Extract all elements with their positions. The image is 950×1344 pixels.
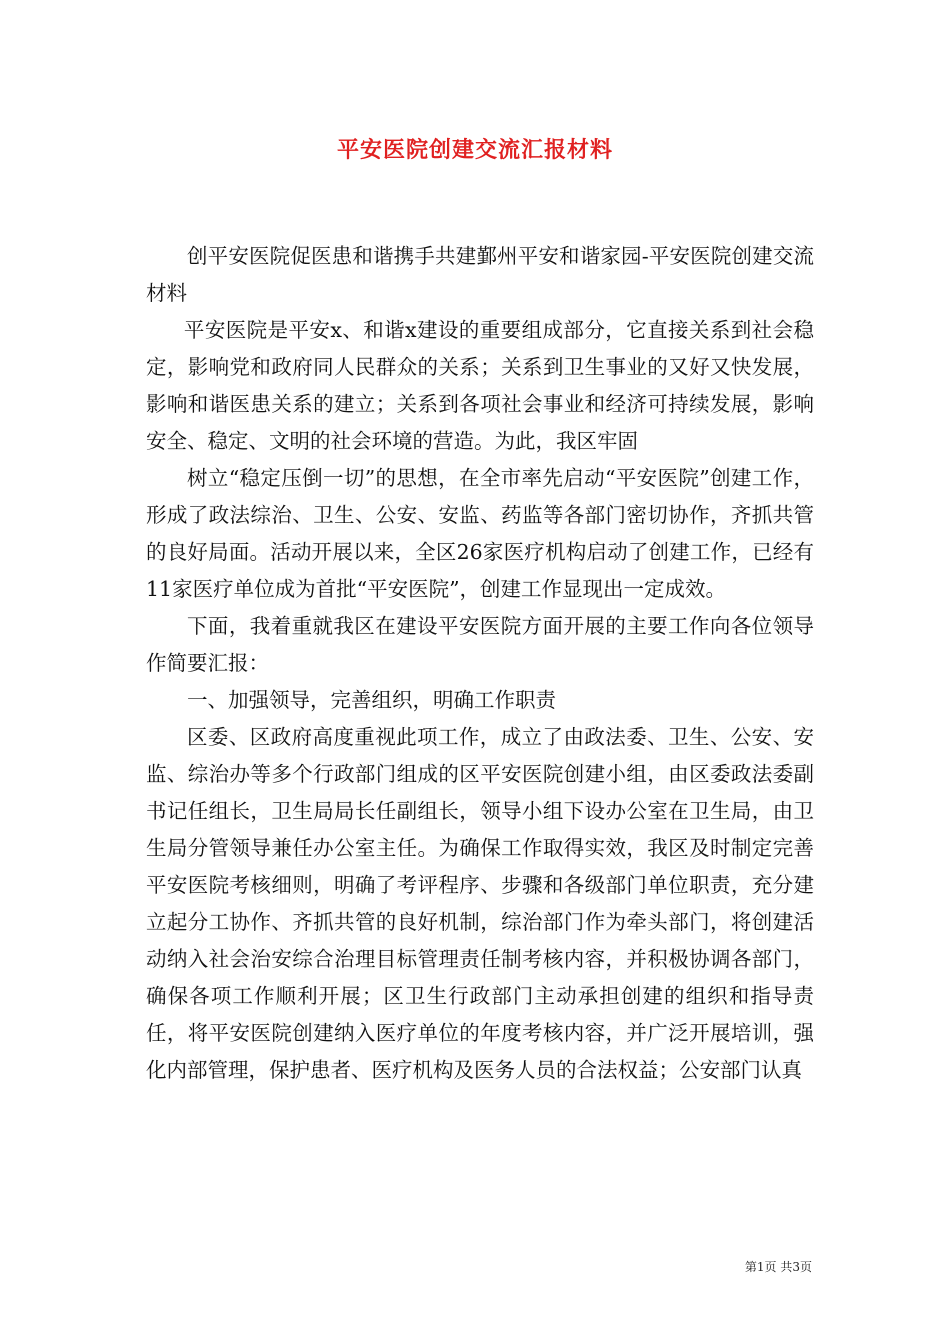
paragraph-report-intro: 下面，我着重就我区在建设平安医院方面开展的主要工作向各位领导作简要汇报： xyxy=(146,614,814,675)
paragraph-section-1: 区委、区政府高度重视此项工作，成立了由政法委、卫生、公安、安监、综治办等多个行政部门组成的区平安医院创建小组，由区委政法委副书记任组长，卫生局局长任副组长，领导小组下设办公室在卫生局，由卫生局分管领导兼任办公室主任。为确保工作取得实效，我区及时制定完善平安医院考核细则，明确了考评程序、步骤和各级部门单位职责，充分建立起分工协作、齐抓共管的良好机制，综治部门作为牵头部门，将创建活动纳入社会治安综合治理目标管理责任制考核内容，并积极协调各部门，确保各项工作顺利开展；区卫生行政部门主动承担创建的组织和指导责任，将平安医院创建纳入医疗单位的年度考核内容，并广泛开展培训，强化内部管理，保护患者、医疗机构及医务人员的合法权益；公安部门认真 xyxy=(146,725,814,1082)
paragraph-subtitle: 创平安医院促医患和谐携手共建鄞州平安和谐家园-平安医院创建交流材料 xyxy=(146,244,814,305)
section-heading-1: 一、加强领导，完善组织，明确工作职责 xyxy=(187,688,556,712)
document-title: 平安医院创建交流汇报材料 xyxy=(336,137,613,163)
document-body xyxy=(146,238,814,1089)
page-number: 第1页 共3页 xyxy=(744,1260,812,1274)
paragraph-intro: 平安医院是平安x、和谐x建设的重要组成部分，它直接关系到社会稳定，影响党和政府同人民群众的关系；关系到卫生事业的又好又快发展，影响和谐医患关系的建立；关系到各项社会事业和经济可持续发展，影响安全、稳定、文明的社会环境的营造。为此，我区牢固 xyxy=(146,318,814,453)
paragraph-launch: 树立“稳定压倒一切”的思想，在全市率先启动“平安医院”创建工作，形成了政法综治、卫生、公安、安监、药监等各部门密切协作，齐抓共管的良好局面。活动开展以来，全区26家医疗机构启动了创建工作，已经有11家医疗单位成为首批“平安医院”，创建工作显现出一定成效。 xyxy=(146,466,814,601)
